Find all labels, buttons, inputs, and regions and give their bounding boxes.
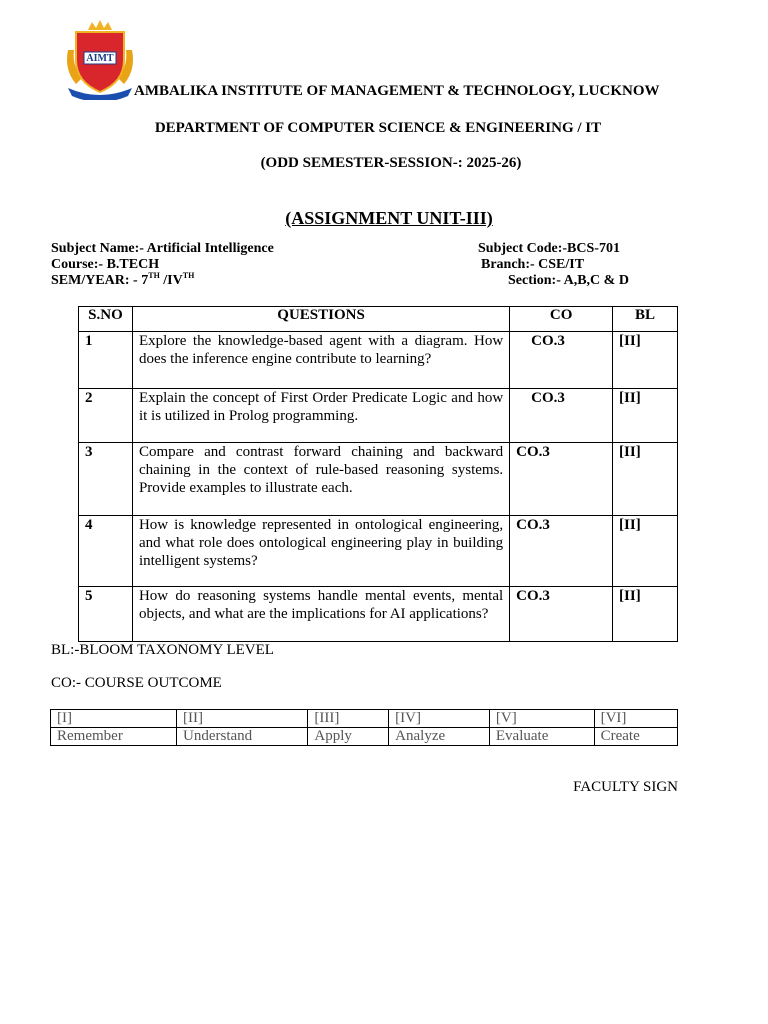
sem-prefix: SEM/YEAR: - 7	[51, 273, 149, 288]
bloom-name: Remember	[51, 728, 177, 746]
bloom-levels-row	[51, 710, 678, 728]
sem-sup-2: TH	[182, 271, 195, 280]
session-text: (ODD SEMESTER-SESSION-: 2025-26)	[260, 155, 522, 171]
row-question: Compare and contrast forward chaining and backward chaining in the context of rule-based reasoning systems. Provide examples to illustrate each.	[132, 443, 509, 516]
bloom-name: Understand	[177, 728, 308, 746]
sem-year	[51, 273, 194, 289]
bloom-level: [VI]	[594, 710, 677, 728]
header-co: CO	[510, 307, 613, 332]
row-co: CO.3	[510, 587, 613, 642]
bloom-level: [I]	[51, 710, 177, 728]
logo-text: AIMT	[86, 53, 114, 64]
branch: Branch:- CSE/IT	[481, 257, 585, 272]
row-bl: [II]	[613, 516, 678, 587]
header-bl: BL	[613, 307, 678, 332]
subject-name: Subject Name:- Artificial Intelligence	[51, 241, 274, 256]
sem-sup-1: TH	[148, 271, 160, 280]
bloom-name: Create	[594, 728, 677, 746]
bloom-name: Apply	[308, 728, 389, 746]
table-header-row	[79, 307, 678, 332]
row-bl: [II]	[613, 587, 678, 642]
row-question: Explain the concept of First Order Predicate Logic and how it is utilized in Prolog programming.	[132, 389, 509, 443]
assignment-title: (ASSIGNMENT UNIT-III)	[285, 208, 493, 228]
row-question: Explore the knowledge-based agent with a diagram. How does the inference engine contribute to learning?	[132, 332, 509, 389]
row-co: CO.3	[510, 389, 613, 443]
row-bl: [II]	[613, 443, 678, 516]
bloom-level: [III]	[308, 710, 389, 728]
table-row	[79, 332, 678, 389]
row-sno: 4	[79, 516, 133, 587]
bloom-level: [II]	[177, 710, 308, 728]
bloom-name: Analyze	[389, 728, 490, 746]
row-sno: 2	[79, 389, 133, 443]
sem-mid: /IV	[159, 273, 183, 288]
row-co: CO.3	[510, 516, 613, 587]
bloom-taxonomy-table	[50, 709, 678, 746]
co-note: CO:- COURSE OUTCOME	[51, 675, 222, 691]
institute-name: AMBALIKA INSTITUTE OF MANAGEMENT & TECHNOLOGY, LUCKNOW	[134, 83, 660, 99]
bl-note: BL:-BLOOM TAXONOMY LEVEL	[51, 642, 274, 658]
row-bl: [II]	[613, 332, 678, 389]
questions-table	[78, 306, 678, 642]
bloom-level: [IV]	[389, 710, 490, 728]
row-sno: 3	[79, 443, 133, 516]
row-sno: 1	[79, 332, 133, 389]
header-questions: QUESTIONS	[132, 307, 509, 332]
table-row	[79, 389, 678, 443]
table-row	[79, 516, 678, 587]
table-row	[79, 443, 678, 516]
row-bl: [II]	[613, 389, 678, 443]
row-co: CO.3	[510, 443, 613, 516]
bloom-names-row	[51, 728, 678, 746]
department-name: DEPARTMENT OF COMPUTER SCIENCE & ENGINEERING / IT	[154, 120, 602, 136]
header-sno: S.NO	[79, 307, 133, 332]
bloom-level: [V]	[489, 710, 594, 728]
course: Course:- B.TECH	[51, 257, 160, 272]
row-question: How is knowledge represented in ontological engineering, and what role does ontological engineering play in building intelligent systems?	[132, 516, 509, 587]
row-question: How do reasoning systems handle mental events, mental objects, and what are the implications for AI applications?	[132, 587, 509, 642]
bloom-name: Evaluate	[489, 728, 594, 746]
row-sno: 5	[79, 587, 133, 642]
table-row	[79, 587, 678, 642]
section: Section:- A,B,C & D	[508, 273, 629, 288]
faculty-sign: FACULTY SIGN	[573, 779, 678, 795]
row-co: CO.3	[510, 332, 613, 389]
subject-code: Subject Code:-BCS-701	[478, 241, 620, 256]
